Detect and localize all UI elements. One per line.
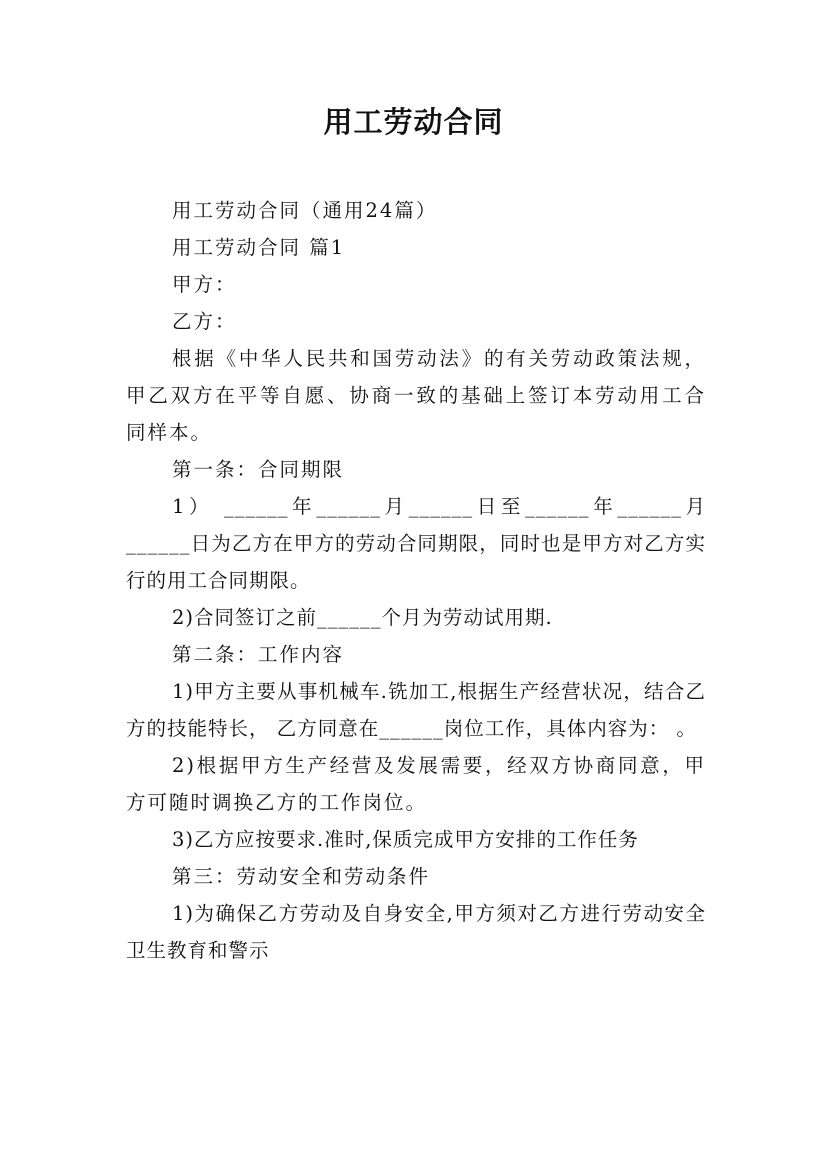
paragraph-subtitle: 用工劳动合同（通用24篇） bbox=[172, 199, 438, 222]
paragraph-article-1-item-1: 1） ______年______月______日至______年______月______日为乙方在甲方的劳动合同期限，同时也是甲方对乙方实行的用工合同期限。 bbox=[126, 495, 706, 592]
paragraph-article-1-heading: 第一条：合同期限 bbox=[172, 458, 345, 481]
paragraph-article-2-item-2: 2)根据甲方生产经营及发展需要，经双方协商同意，甲方可随时调换乙方的工作岗位。 bbox=[126, 754, 706, 814]
document-body bbox=[126, 192, 706, 969]
paragraph-section-heading: 用工劳动合同 篇1 bbox=[172, 236, 346, 259]
paragraph-article-2-item-1: 1)甲方主要从事机械车.铣加工,根据生产经营状况，结合乙方的技能特长， 乙方同意在______岗位工作，具体内容为： 。 bbox=[126, 680, 706, 740]
paragraph-article-1-item-2: 2)合同签订之前______个月为劳动试用期. bbox=[172, 606, 553, 629]
document-title: 用工劳动合同 bbox=[323, 105, 504, 139]
paragraph-party-a: 甲方： bbox=[172, 273, 237, 296]
paragraph-article-3-item-1: 1)为确保乙方劳动及自身安全,甲方须对乙方进行劳动安全卫生教育和警示 bbox=[126, 902, 706, 962]
paragraph-article-3-heading: 第三：劳动安全和劳动条件 bbox=[172, 865, 431, 888]
paragraph-article-2-item-3: 3)乙方应按要求.准时,保质完成甲方安排的工作任务 bbox=[172, 828, 639, 851]
paragraph-article-2-heading: 第二条：工作内容 bbox=[172, 643, 345, 666]
paragraph-party-b: 乙方： bbox=[172, 310, 237, 333]
paragraph-preamble: 根据《中华人民共和国劳动法》的有关劳动政策法规，甲乙双方在平等自愿、协商一致的基础上签订本劳动用工合同样本。 bbox=[126, 347, 706, 444]
